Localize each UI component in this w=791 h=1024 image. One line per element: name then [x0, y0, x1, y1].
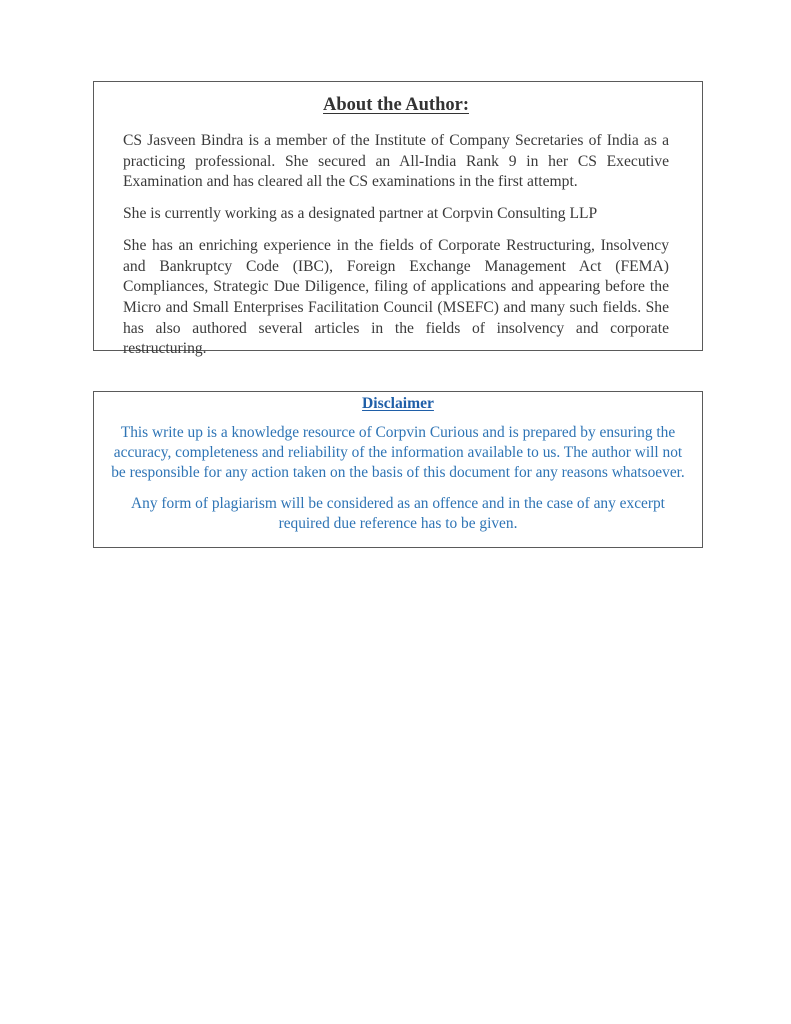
disclaimer-resource-paragraph: This write up is a knowledge resource of Corpvin Curious and is prepared by ensuring the accuracy, completeness and reliability of the information available to us. The author will not be responsible for any action taken on the basis of this document for any reasons whatsoever.	[111, 424, 685, 481]
author-current-role-paragraph: She is currently working as a designated partner at Corpvin Consulting LLP	[123, 205, 598, 223]
author-bio-paragraph: CS Jasveen Bindra is a member of the Institute of Company Secretaries of India as a practicing professional. She secured an All-India Rank 9 in her CS Executive Examination and has cleared all the CS examinations in the first attempt.	[123, 132, 669, 191]
about-author-title: About the Author:	[323, 95, 469, 115]
about-author-box	[93, 81, 703, 358]
author-experience-paragraph: She has an enriching experience in the fields of Corporate Restructuring, Insolvency and Bankruptcy Code (IBC), Foreign Exchange Management Act (FEMA) Compliances, Strategic Due Diligence, filing of applications and appearing before the Micro and Small Enterprises Facilitation Council (MSEFC) and many such fields. She has also authored several articles in the fields of insolvency and corporate restructuring.	[123, 236, 669, 358]
disclaimer-plagiarism-paragraph: Any form of plagiarism will be considered as an offence and in the case of any excerpt required due reference has to be given.	[131, 495, 665, 533]
disclaimer-title: Disclaimer	[362, 395, 434, 412]
disclaimer-box	[93, 391, 703, 548]
